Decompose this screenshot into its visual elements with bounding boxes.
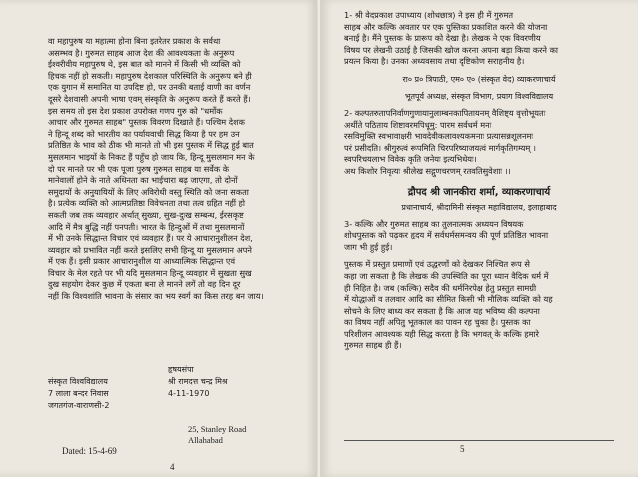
signature-row-2 [48, 388, 310, 400]
body-line: मानेवालों होने के नाते अधिनता का भाईचारा बढ़ जाएगा, तो दोनों [48, 175, 238, 186]
body-line: व्यवहार को प्रभावित नहीं करते इसलिए सभी हिन्दू या मुसलमान अपने [48, 244, 252, 255]
body-line: आदि में मैत्र बुद्धि नहीं पनपती। भारत के हिन्दुओं में तथा मुसलमानों [48, 221, 245, 232]
signature-col1-line-2: 7 लाला बन्दर निवास [48, 389, 109, 398]
footer-rule [344, 440, 614, 441]
page-number-right: 5 [460, 444, 465, 454]
opinion-line: जाग भी हुई हुई। [344, 241, 393, 252]
signature-col2-line-3 [168, 400, 308, 412]
opinion-1-signature: रा० प्र० त्रिपाठी, एम० ए० (संस्कृत वेद) व्याकरणाचार्य [402, 74, 556, 84]
body-line: प्रतिष्ठित के भाव को ठीक भी मानते तो भी इस पुस्तक में सिद्ध हुई बात [48, 140, 254, 151]
body-line: सकती जब तक व्यवहार अर्थात् सुख्या, सुख-दुःख सम्बन्ध, ईरसकृष्ट [48, 209, 244, 220]
opinion-line: परं प्रसीदति। श्रीगुरुत्वं रूपमिति चिरपरिष्याजयत्वं मार्गकृतिगम्यम् । [344, 142, 536, 153]
opinion-line: पुस्तक में प्रस्तुत प्रमाणों एवं उद्धरणों को देखकर निश्चित रूप से [344, 259, 530, 270]
signature-row-1 [48, 376, 310, 388]
body-line: हिचक नहीं हो सकती। महापुरुष देशकाल परिस्थिति के अनुरूप बने ही [48, 70, 252, 81]
opinion-line: परिशीलन आवश्यक यही सिद्ध करता है कि भगवत् के कल्कि हमारे [344, 328, 539, 339]
body-line: एक युगान में समानित या उपदिष्ट हो, पर उनकी बताई वाणी का वर्णन [48, 82, 251, 93]
opinion-line: 3- कल्कि और गुरुमत साहब का तुलनात्मक अध्ययन विषयक [344, 218, 524, 229]
opinion-line: कहा जा सकता है कि लेखक की उपस्थिति का पूरा ध्यान वैदिक धर्म में [344, 270, 549, 281]
opinion-line: गुरुमत साहब ही हैं। [344, 340, 402, 351]
opinion-line: स्वपरिचयलाभ विवेक कृति जनेयः इत्यभिधेयः। [344, 154, 477, 165]
opinion-3-text [344, 219, 614, 353]
body-line: दुख सहयोग देकर कुछ में एकता बना ले मानने लगें तो वह दिन दूर [48, 279, 241, 290]
signature-col1-line-3: जगतगंज-वाराणसी-2 [48, 401, 110, 410]
opinion-2-designation: प्रधानाचार्य, श्रीदामिनी संस्कृत महाविद्यालय, इलाहाबाद [401, 202, 557, 212]
opinion-line: में योद्धाओं व तलवार आदि का सीमित किसी भी मौलिक व्यक्ति को यह [344, 294, 553, 305]
left-signature-block [48, 364, 310, 412]
opinion-line: का विषय नहीं अपितु भूतकाल का पावन रह चुका है। पुस्तक का [344, 317, 531, 328]
opinion-line: अथ किशोर निवृत्यः श्रीलेख सद्गुणचरणम् रतवतिसुवेशाः ।। [344, 165, 511, 176]
opinion-line: प्रयत्न किया है। उनका अध्यवसाय तथा दृष्टिकोण सराहनीय है। [344, 56, 525, 67]
opinion-2-signature: द्रौपद श्री जानकीरा शर्मा, व्याकरणाचार्य [407, 186, 551, 198]
opinion-line: 2- कल्पतरुतापनिर्वाणगुणायानुलाम्बनकापितायनम् वैशिष्ट्य वृत्तोभूयतः [344, 107, 546, 118]
body-line: है। प्रत्येक व्यक्ति को आत्मप्रतिष्ठा विवेचनता तथा तत्व ग्रहित नहीं हो [48, 198, 246, 209]
body-line: विचार के मेल रहते पर भी यदि मुसलमान हिन्दू व्यवहार में सुखता सुख [48, 267, 252, 278]
page-number-left: 4 [170, 462, 175, 472]
opinion-1-designation: भूतपूर्व अध्यक्ष, संस्कृत विभाग, प्रयाग विश्वविद्यालय [404, 91, 554, 101]
body-line: वा महापुरुष या महात्मा होना बिना इतरेतर प्रकाश के सर्वथा [48, 36, 221, 46]
body-line: समुदायों के अनुयायियों के लिए अविरोधी वस्तु स्थिति को जना सकता [48, 186, 249, 197]
right-page [320, 0, 638, 477]
signature-name-row [48, 364, 310, 376]
opinion-line: सोचने के लिए बाध्य कर सकता है कि आज यह भविष्य की कल्पना [344, 305, 540, 316]
opinion-1-text [344, 10, 614, 68]
body-line: में एक हैं। इसी प्रकार आचारानुशील या आध्यात्मिक सिद्धान्त एवं [48, 256, 235, 267]
left-page [0, 0, 318, 477]
date-text: Dated: 15-4-69 [62, 446, 117, 456]
opinion-line: विषय पर लेखनी उठाई है जिसकी खोज करना अपना बड़ा किया करने का [344, 44, 558, 55]
body-line: मुसलमान भाइयों के निकट हैं पहुँच हो जाय कि, हिन्दू मुसलमान मन के [48, 151, 255, 162]
opinion-line: अर्थीते पठिताय शिष्टावरमपिधूमु: पारम सर्वधर्म मनः [344, 119, 492, 130]
opinion-line: ही निहित है। जब (कल्कि) सदैव की धर्मनिरपेक्ष हेतु प्रस्तुत सामग्री [344, 282, 537, 293]
opinion-line: 1- श्री वेदप्रकाश उपाध्याय (शोधछात्र) ने इस ही में गुरुमत [344, 10, 514, 20]
opinion-2-text [344, 108, 614, 178]
address-line-1: 25, Stanley Road [188, 424, 247, 434]
signature-col2-line-2: 4-11-1970 [168, 389, 210, 398]
body-line: दो पर मानते पर भी एक पूजा पुरुष गुरुमत साहब या सर्वेक के [48, 163, 230, 174]
opinion-line: बनाई है। मैंने पुस्तक के प्रारूप को देखा है। लेखक ने एक विवरणीय [344, 33, 541, 44]
signature-col2-line-1: श्री रामदत्त चन्द्र मिश्र [168, 377, 228, 386]
body-line: असम्भव है। गुरुमत साहब आज देश की आवश्यकता के अनुरूप [48, 47, 235, 58]
body-line: आचार और गुरुमत साहब" पुस्तक विवरण दिखाते हैं। पश्चिम देशक [48, 117, 245, 128]
signer-name: हृषयसंपा [168, 365, 194, 374]
address-block [188, 424, 246, 446]
body-line: नहीं कि विश्वशांति भावना के संसार का भय स्वर्ग का किस तरह बन जाय। [48, 291, 264, 302]
opinion-line: साहब और कल्कि अवतार पर एक पुस्तिका प्रकाशित करने की योजना [344, 21, 548, 32]
address-line-2: Allahabad [188, 435, 223, 445]
body-line: में भी उनके सिद्धान्त विचार एवं व्यवहार हैं। पर ये आचारानुशीलन देश, [48, 233, 253, 244]
body-line: ईश्वरीवीय महापुरुष थे, इस बात को मानने में किसी भी व्यक्ति को [48, 59, 241, 70]
opinion-line: शोधपुस्तक को पढ़कर हृदय में सर्वधर्मसमन्वय की पूर्ण प्रतिष्ठित भावना [344, 230, 549, 241]
signature-row-3 [48, 400, 310, 412]
body-line: इस समय तो इस देश प्रकाश उपरोक्त गणप गुरु को "धर्मोक [48, 105, 223, 116]
signature-col1-line-1: संस्कृत विश्वविद्यालय [48, 377, 108, 386]
right-body [344, 10, 614, 352]
opinion-line: रसविमुक्ति स्वभावाक्षरी भावदेवीकलावश्यकमनाः प्रत्यासन्नशूलनमः [344, 131, 534, 142]
body-line: दूसरे देशवासी अपनी भाषा एवम् संस्कृति के अनुरूप करते हैं करते हैं। [48, 93, 251, 104]
body-line: ने हिन्दू शब्द को भारतीय का पर्यायवाची सिद्ध किया है पर हम उन [48, 128, 240, 139]
left-body-text [48, 36, 310, 303]
